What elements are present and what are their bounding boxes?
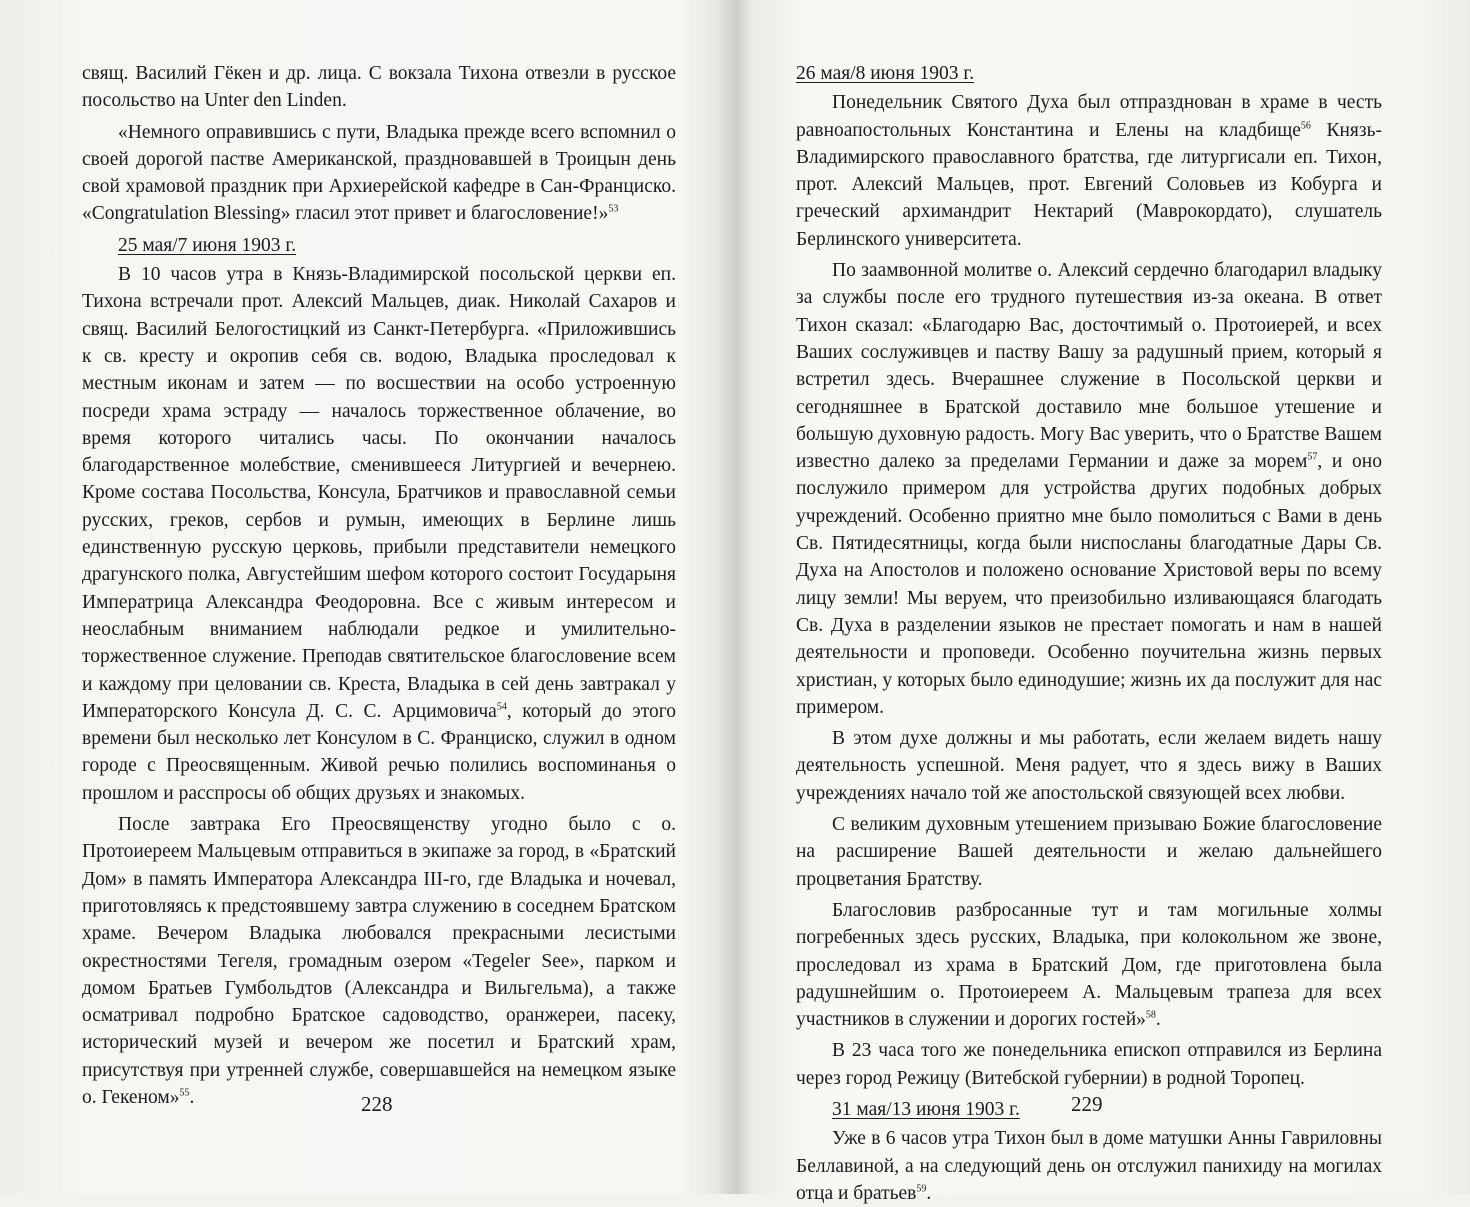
right-paragraph-4: С великим духовным утешением призываю Божие благословение на расширение Вашей деятельности и желаю дальнейшего процветания Братству. (796, 814, 1382, 890)
left-paragraph-4: После завтрака Его Преосвященству угодно было с о. Протоиереем Мальцевым отправиться в экипаже за город, в «Братский Дом» в память Императора Александра III-го, где Владыка и ночевал, приготовляясь к предстоявшему завтра служению в соседнем Братском храме. Вечером Владыка любовался прекрасными лесистыми окрестностями Тегеля, громадным озером «Tegeler See», парком и домом Братьев Гумбольдтов (Александра и Вильгельма), а также осматривал подробно Братское садоводство, оранжереи, пасеку, исторический музей и вечером же посетил и Братский храм, присутствуя при утренней службе, совершавшейся на немецком языке о. Гекеном»$^{55}$. (82, 814, 676, 1108)
right-page (796, 60, 1382, 1207)
footnote-ref: 56 (1300, 120, 1311, 132)
right-paragraph-2: По заамвонной молитве о. Алексий сердечно благодарил владыку за службы после его трудного путешествия из-за океана. В ответ Тихон сказал: «Благодарю Вас, досточтимый о. Протоиерей, и всех Ваших сослуживцев и паству Вашу за радушный прием, который я встретил здесь. Вчерашнее служение в Посольской церкви и сегодняшнее в Братской доставило мне большое утешение и большую духовную радость. Могу Вас уверить, что о Братстве Вашем известно далеко за пределами Германии и даже за морем$^{57}$, и оно послужило примером для устройства других подобных добрых учреждений. Особенно приятно мне было помолиться с Вами в день Св. Пятидесятницы, когда были ниспосланы благодатные Дары Св. Духа на Апостолов и положено основание Христовой веры по всему лицу земли! Мы веруем, что преизобильно изливающаяся благодать Св. Духа в разделении языков не престает помогать и нам в нашей деятельности и проповеди. Особенно поучительна жизнь первых христиан, у которых было единодушие; жизнь их да послужит для нас примером. (796, 260, 1382, 718)
footnote-ref: 59 (916, 1183, 927, 1195)
date-heading: 31 мая/13 июня 1903 г. (832, 1098, 1020, 1120)
right-paragraph-3: В этом духе должны и мы работать, если желаем видеть нашу деятельность успешной. Меня радует, что я здесь вижу в Ваших учреждениях начало той же апостольской связующей всех любви. (796, 728, 1382, 804)
right-paragraph-7: Уже в 6 часов утра Тихон был в доме матушки Анны Гавриловны Беллавиной, а на следующий день он отслужил панихиду на могилах отца и братьев$^{59}$. (796, 1128, 1382, 1204)
page-number-right: 229 (1071, 1092, 1103, 1116)
left-paragraph-1: свящ. Василий Гёкен и др. лица. С вокзала Тихона отвезли в русское посольство на Unter den Linden. (82, 63, 676, 112)
footnote-ref: 57 (1307, 451, 1318, 463)
left-page (82, 60, 676, 1111)
footnote-ref: 53 (608, 203, 619, 215)
footnote-ref: 54 (496, 701, 507, 713)
date-heading: 25 мая/7 июня 1903 г. (118, 234, 297, 256)
page-number-left: 228 (361, 1092, 393, 1116)
right-paragraph-1: Понедельник Святого Духа был отпразднован в храме в честь равноапостольных Константина и Елены на кладбище$^{56}$ Князь-Владимирского православного братства, где литургисали еп. Тихон, прот. Алексий Мальцев, прот. Евгений Соловьев из Кобурга и греческий архимандрит Нектарий (Маврокордато), слушатель Берлинского университета. (796, 92, 1382, 250)
right-paragraph-5: Благословив разбросанные тут и там могильные холмы погребенных здесь русских, Владыка, при колокольном же звоне, проследовал из храма в Братский Дом, где приготовлена была радушнейшим о. Протоиереем А. Мальцевым трапеза для всех участников в служении и дорогих гостей»$^{58}$. (796, 899, 1382, 1031)
left-paragraph-2: «Немного оправившись с пути, Владыка прежде всего вспомнил о своей дорогой пастве Американской, праздновавшей в Троицын день свой храмовой праздник при Архиерейской кафедре в Сан-Франциско. «Congratulation Blessing» гласил этот привет и благословение!»$^{53}$ (82, 121, 676, 225)
book-gutter (718, 0, 752, 1194)
date-heading: 26 мая/8 июня 1903 г. (796, 63, 975, 84)
footnote-ref: 55 (179, 1087, 190, 1099)
left-paragraph-3: В 10 часов утра в Князь-Владимирской посольской церкви еп. Тихона встречали прот. Алексий Мальцев, диак. Николай Сахаров и свящ. Василий Белогостицкий из Санкт-Петербурга. «Приложившись к св. кресту и окропив себя св. водою, Владыка проследовал к местным иконам и затем — по восшествии на особо устроенную посреди храма эстраду — началось торжественное облачение, во время которого читались часы. По окончании началось благодарственное молебствие, сменившееся Литургией и вечернею. Кроме состава Посольства, Консула, Братчиков и православной семьи русских, греков, сербов и румын, имеющих в Берлине лишь единственную русскую церковь, прибыли представители немецкого драгунского полка, Августейшим шефом которого состоит Государыня Императрица Александра Феодоровна. Все с живым интересом и неослабным вниманием наблюдали редкое и умилительно-торжественное служение. Преподав святительское благословение всем и каждому при целовании св. Креста, Владыка в сей день завтракал у Императорского Консула Д. С. С. Арцимовича$^{54}$, который до этого времени был несколько лет Консулом в С. Франциско, служил в одном городе с Преосвященным. Живой речью полились воспоминанья о прошлом и расспросы об общих друзьях и знакомых. (82, 264, 676, 804)
right-paragraph-6: В 23 часа того же понедельника епископ отправился из Берлина через город Режицу (Витебской губернии) в родной Торопец. (796, 1040, 1382, 1089)
footnote-ref: 58 (1145, 1009, 1156, 1021)
